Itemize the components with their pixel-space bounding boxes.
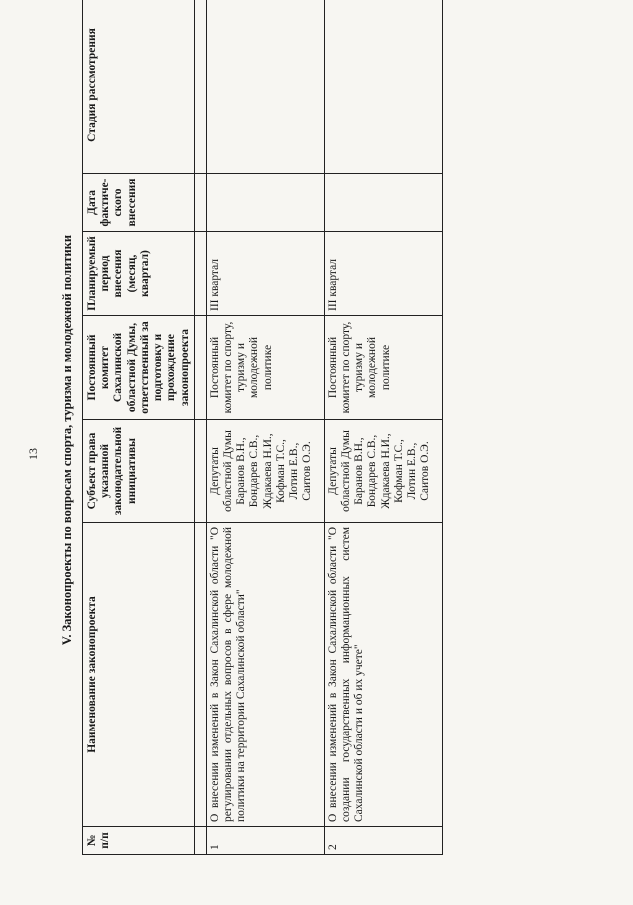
row-committee: Постоянный комитет по спорту, туризму и молодежной политике bbox=[206, 316, 324, 420]
table-header-row bbox=[83, 0, 195, 855]
row-actual bbox=[324, 174, 442, 232]
row-period: III квартал bbox=[206, 232, 324, 316]
header-actual: Дата фактиче-ского внесения bbox=[83, 174, 195, 232]
row-name: О внесении изменений в Закон Сахалинской области "О регулировании отдельных вопросов в сфере молодежной политики на территории Сахалинской области" bbox=[206, 523, 324, 827]
table-row bbox=[206, 0, 324, 855]
row-stage bbox=[206, 0, 324, 174]
table-row bbox=[324, 0, 442, 855]
section-title: V. Законопроекты по вопросам спорта, туризма и молодежной политики bbox=[60, 234, 74, 646]
header-period: Планируемый период внесения (месяц, квартал) bbox=[83, 232, 195, 316]
row-subject: Депутаты областной Думы Баранов В.Н., Бондарев С.В., Ждакаева Н.И., Кофман Т.С., Лотин Е.В., Саитов О.Э. bbox=[324, 420, 442, 523]
row-stage bbox=[324, 0, 442, 174]
table-spacer-row bbox=[194, 0, 206, 855]
row-period: III квартал bbox=[324, 232, 442, 316]
row-name: О внесении изменений в Закон Сахалинской области "О создании государственных информационных систем Сахалинской области и об их учете" bbox=[324, 523, 442, 827]
header-name: Наименование законопроекта bbox=[83, 523, 195, 827]
row-num: 2 bbox=[324, 827, 442, 855]
header-num: № п/п bbox=[83, 827, 195, 855]
row-committee: Постоянный комитет по спорту, туризму и молодежной политике bbox=[324, 316, 442, 420]
header-stage: Стадия рассмотрения bbox=[83, 0, 195, 174]
row-subject: Депутаты областной Думы Баранов В.Н., Бондарев С.В., Ждакаева Н.И., Кофман Т.С., Лотин Е.В., Саитов О.Э. bbox=[206, 420, 324, 523]
bills-table bbox=[82, 0, 443, 855]
page-number: 13 bbox=[26, 448, 40, 460]
row-num: 1 bbox=[206, 827, 324, 855]
header-subject: Субъект права указанной законодательной инициативы bbox=[83, 420, 195, 523]
row-actual bbox=[206, 174, 324, 232]
header-committee: Постоянный комитет Сахалинской областной Думы, ответственный за подготовку и прохождение законопроекта bbox=[83, 316, 195, 420]
